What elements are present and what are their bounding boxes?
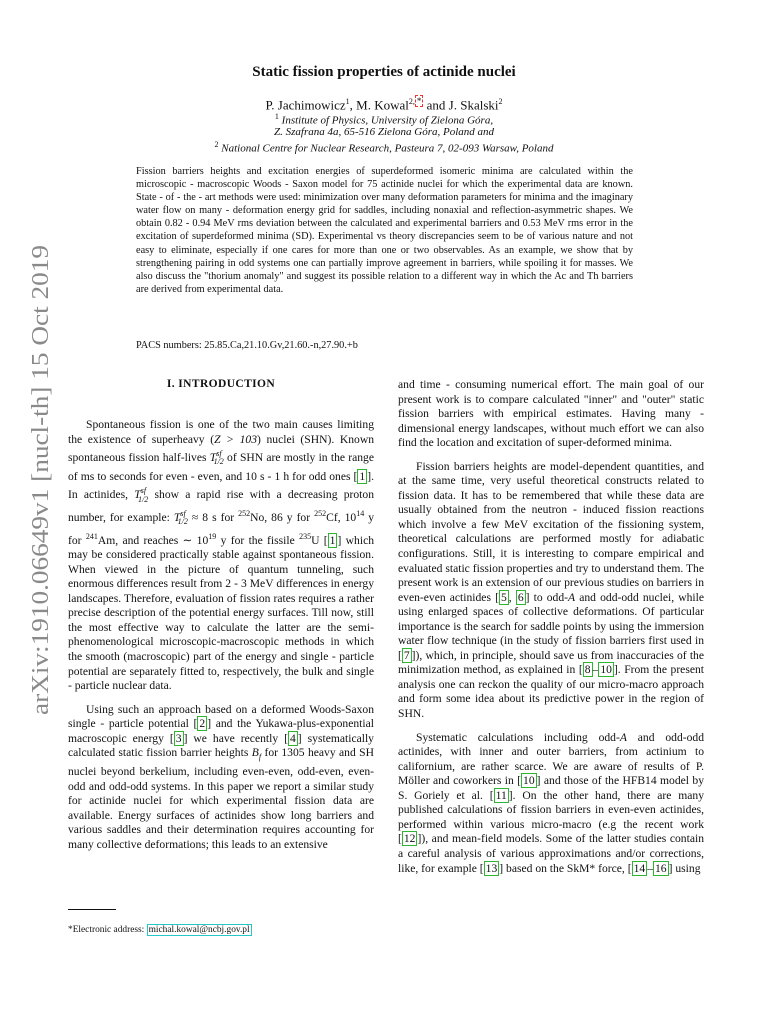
text: to odd-: [529, 590, 569, 604]
text: y for: [68, 510, 375, 547]
text: ) nuclei (SHN). Known spontaneous fission half-lives: [68, 432, 374, 464]
text: and the Yukawa-plus-exponential macroscopic energy: [68, 717, 374, 745]
text: systematically calculated static fission barrier heights: [68, 731, 374, 760]
citation-link[interactable]: 5: [500, 590, 507, 604]
math-T: $T^{sf}_{1/2}$: [209, 449, 224, 467]
paragraph: Fission barriers heights are model-dependent quantities, and at the same time, very useful theoretical constructs related to fission data. It has to be remembered that while these data are usually obtained from the neutron - induced fission reactions which involve a few MeV excitation of the fissioning system, theoretical calculations are performed mostly for adiabatic configurations. Still, it is interesting to compare empirical and evaluated static fission properties and try to understand them. The present work is an extension of our previous studies on barriers in even-even actinides [ 5 , 6 ] to odd-A and odd-odd nuclei, while using enlarged spaces of collective deformations. Of particular importance is the search for saddle points by using the immersion water flow technique (in the study of fission barriers first used in [ 7 ]), which, in principle, should save us from inaccuracies of the minimization method, as explained in [ 8 – 10 ]. From the present analysis one can reckon the quality of our micro-macro approach and form some idea about its predictive power in the region of SHN.: [398, 459, 704, 721]
text: Using such an approach based on a deformed Woods-Saxon single - particle potential: [68, 702, 374, 731]
citation-link[interactable]: 7: [403, 648, 410, 662]
author-line: [0, 96, 768, 113]
math-T: $T^{sf}_{1/2}$: [173, 509, 188, 527]
text: . On the other hand, there are many published calculations of fission barriers in even-even actinides, performed within various micro-macro (e.g the recent work: [398, 788, 705, 831]
text: of SHN are mostly in the range of ms to seconds for even - even, and 10 s - 1 h for odd ones: [68, 450, 375, 483]
citation-link[interactable]: 8: [584, 663, 591, 677]
text: y for the fissile: [216, 533, 300, 547]
affiliation-line: [0, 112, 768, 127]
email-footnote-link[interactable]: *: [416, 96, 422, 106]
affiliation-text: National Centre for Nuclear Research, Pasteura 7, 02-093 Warsaw, Poland: [221, 142, 554, 155]
affiliation-sup: 2: [214, 140, 219, 149]
right-column: [398, 378, 704, 876]
affiliation-line: [0, 140, 768, 155]
author-separator: and: [423, 97, 449, 113]
citation-link[interactable]: 14: [633, 861, 646, 875]
affiliation-line: [0, 126, 768, 138]
author-name: J. Skalski: [448, 97, 499, 113]
text: U: [311, 533, 324, 547]
author-affil-sup: 1: [345, 97, 350, 106]
email-link[interactable]: michal.kowal@ncbj.gov.pl: [148, 925, 250, 935]
author-affil-sup: 2,: [408, 97, 415, 106]
citation-link[interactable]: 10: [600, 663, 612, 677]
text: based on the SkM* force,: [503, 861, 628, 875]
text: ), which, in principle, should save us from inaccuracies of the minimization method, as explained in: [398, 648, 704, 677]
text: Systematic calculations including odd-: [416, 730, 620, 744]
arxiv-stamp[interactable]: [14, 225, 58, 725]
footnote-label: *Electronic address:: [68, 925, 147, 935]
citation-link[interactable]: 4: [290, 731, 296, 745]
citation-link[interactable]: 13: [485, 861, 498, 875]
author-affil-sup: 2: [498, 97, 503, 106]
citation-link[interactable]: 12: [403, 832, 416, 846]
pacs-numbers: PACS numbers: 25.85.Ca,21.10.Gv,21.60.-n,27.90.+b: [136, 340, 358, 351]
author-name: M. Kowal: [356, 97, 409, 113]
text: No, 86 y for: [250, 510, 315, 524]
citation-link[interactable]: 10: [523, 774, 535, 788]
text: . From the present analysis one can reckon the quality of our micro-macro approach and form some idea about its predictive power in the region of SHN.: [398, 663, 704, 721]
footnote-rule: [68, 909, 116, 910]
paper-title: Static fission properties of actinide nuclei: [252, 64, 516, 80]
text: Cf, 10: [326, 510, 357, 524]
paragraph: Spontaneous fission is one of the two main causes limiting the existence of superheavy (Z > 103) nuclei (SHN). Known spontaneous fission half-lives $T^{sf}_{1/2}$ of SHN are mostly in the range of ms to seconds for even - even, and 10 s - 1 h for odd ones [ 1 ]. In actinides, $T^{sf}_{1/2}$ show a rapid rise with a decreasing proton number, for example: $T^{sf}_{1/2} \approx 8$ s for $^{252}$No, 86 y for $^{252}$Cf, $10^{14}$ y for $^{241}$Am, and reaches ∼ $10^{19}$ y for the fissile $^{235}$U [ 1 ] which may be considered practically stable against spontaneous fission. When viewed in the picture of quantum tunneling, such enormous differences result from 2 - 3 MeV differences in energy landscapes. Therefore, evaluation of fission rates requires a rather precise description of the potential energy surfaces. Till now, still the most effective way to calculate the latter are the semi-phenomenological microscopic-macroscopic methods in which the smooth (macroscopic) part of the energy and single - particle potential are separately fitted to, respectively, the bulk and single - particle nuclear data.: [68, 418, 375, 693]
citation-link[interactable]: 16: [655, 861, 667, 875]
author-name: P. Jachimowicz: [265, 97, 346, 113]
affiliation-text: Z. Szafrana 4a, 65-516 Zielona Góra, Poland and: [273, 126, 494, 138]
text: and those of the HFB14 model by S. Goriely et al.: [398, 774, 704, 802]
text: Fission barriers heights are model-dependent quantities, and at the same time, very useful theoretical constructs related to fission data. It has to be remembered that while these data are usually obtained from the neutron - induced fission reactions which involve a few MeV excitation of the fissioning system, theoretical calculations are performed mostly for adiabatic configurations. Still, it is interesting to compare empirical and evaluated static fission properties and try to understand them. The present work is an extension of our previous studies on barriers in even-even actinides: [398, 459, 704, 604]
text: show a rapid rise with a decreasing proton number, for example:: [68, 488, 374, 524]
text: using: [672, 861, 701, 875]
section-heading: I. INTRODUCTION: [166, 378, 276, 390]
arxiv-stamp-text: arXiv:1910.06649v1 [nucl-th] 15 Oct 2019: [27, 292, 54, 715]
text: Am, and reaches ∼ 10: [97, 533, 209, 547]
text: which may be considered practically stable against spontaneous fission. When viewed in the picture of quantum tunneling, such enormous differences result from 2 - 3 MeV differences in energy landscapes. Therefore, evaluation of fission rates requires a rather precise description of the potential energy surfaces. Till now, still the most effective way to calculate the latter are the semi-phenomenological microscopic-macroscopic methods in which the smooth (macroscopic) part of the energy and single - particle potential are separately fitted to, respectively, the bulk and single - particle nuclear data.: [68, 533, 375, 693]
text: . In actinides,: [68, 469, 374, 502]
citation-link[interactable]: 6: [517, 590, 524, 604]
text: and odd-odd nuclei, while using enlarged spaces of collective deformations. Of particular importance is the search for saddle points by using the immersion water flow technique (in the study of fission barriers first used in: [398, 590, 704, 648]
text: ), and mean-field models. Some of the latter studies contain a careful analysis of various approximations and/or corrections, like, for example: [398, 832, 704, 875]
citation-link[interactable]: 11: [495, 788, 507, 802]
text: we have recently: [187, 731, 285, 745]
citation-link[interactable]: 3: [175, 731, 182, 745]
math-T: $T^{sf}_{1/2}$: [134, 486, 149, 504]
citation-link[interactable]: 1: [359, 469, 366, 483]
paragraph: Systematic calculations including odd-A and odd-odd actinides, with inner and outer barriers, from actinium to californium, are rather scarce. We are aware of results of P. Möller and coworkers in [ 10 ] and those of the HFB14 model by S. Goriely et al. [ 11 ]. On the other hand, there are many published calculations of fission barriers in even-even actinides, performed within various micro-macro (e.g the recent work [ 12 ]), and mean-field models. Some of the latter studies contain a careful analysis of various approximations and/or corrections, like, for example [ 13 ] based on the SkM* force, [ 14 – 16 ] using: [398, 730, 705, 875]
citation-link[interactable]: 1: [329, 533, 336, 547]
text: ≈ 8 s for: [187, 510, 239, 524]
citation-link[interactable]: 2: [199, 717, 206, 731]
math: Z > 103: [214, 432, 257, 446]
affiliation-text: Institute of Physics, University of Zielona Góra,: [281, 114, 494, 127]
paragraph: and time - consuming numerical effort. The main goal of our present work is to compare calculated "inner" and "outer" static fission barriers with empirical estimates. Having many - dimensional energy landscapes, without much effort we can also find the location and excitation of super-deformed minima.: [398, 378, 704, 450]
text: Spontaneous fission is one of the two main causes limiting the existence of superheavy (: [68, 418, 374, 446]
author-separator: ,: [349, 97, 357, 113]
left-column: [68, 418, 374, 852]
text: and odd-odd actinides, with inner and outer barriers, from actinium to californium, are rather scarce. We are aware of results of P. Möller and coworkers in: [398, 730, 704, 788]
math: A: [568, 590, 576, 604]
text: for 1305 heavy and SH nuclei beyond berkelium, including even-even, odd-even, even-odd and odd-odd systems. In this paper we report a similar study for actinide nuclei for which experimental fission data are available. Energy surfaces of actinides show long barriers and various saddles and their determination requires accounting for many collective deformations; this leads to an extensive: [68, 746, 374, 851]
math: A: [619, 730, 627, 744]
footnote: [68, 925, 374, 935]
abstract: Fission barriers heights and excitation energies of superdeformed isomeric minima are calculated within the microscopic - macroscopic Woods - Saxon model for 75 actinide nuclei for which the experimental data are known. State - of - the - art methods were used: minimization over many deformation parameters for minima and the imaginary water flow on many - deformation energy grid for saddles, including nonaxial and reflection-asymmetric shapes. We obtain 0.82 - 0.94 MeV rms deviation between the calculated and experimental barriers and 0.53 MeV rms error in the excitation of superdeformed minima (SD). Experimental vs theory discrepancies seem to be of various nature and not easy to eliminate, especially if one cares for more than one or two observables. As an example, we show that by strengthening pairing in odd systems one can partially improve agreement in barriers, while spoiling it for masses. We also discuss the "thorium anomaly" and suggest its possible relation to a different way in which the Ac and Th barriers are derived from experimental data.: [136, 166, 633, 295]
paragraph: Using such an approach based on a deformed Woods-Saxon single - particle potential [ 2 ] and the Yukawa-plus-exponential macroscopic energy [ 3 ] we have recently [ 4 ] systematically calculated static fission barrier heights $B_f$ for 1305 heavy and SH nuclei beyond berkelium, including even-even, odd-even, even-odd and odd-odd systems. In this paper we report a similar study for actinide nuclei for which experimental fission data are available. Energy surfaces of actinides show long barriers and various saddles and their determination requires accounting for many collective deformations; this leads to an extensive: [68, 702, 374, 851]
math-Bf: $B_f$: [251, 746, 262, 762]
affiliation-sup: 1: [274, 112, 279, 121]
